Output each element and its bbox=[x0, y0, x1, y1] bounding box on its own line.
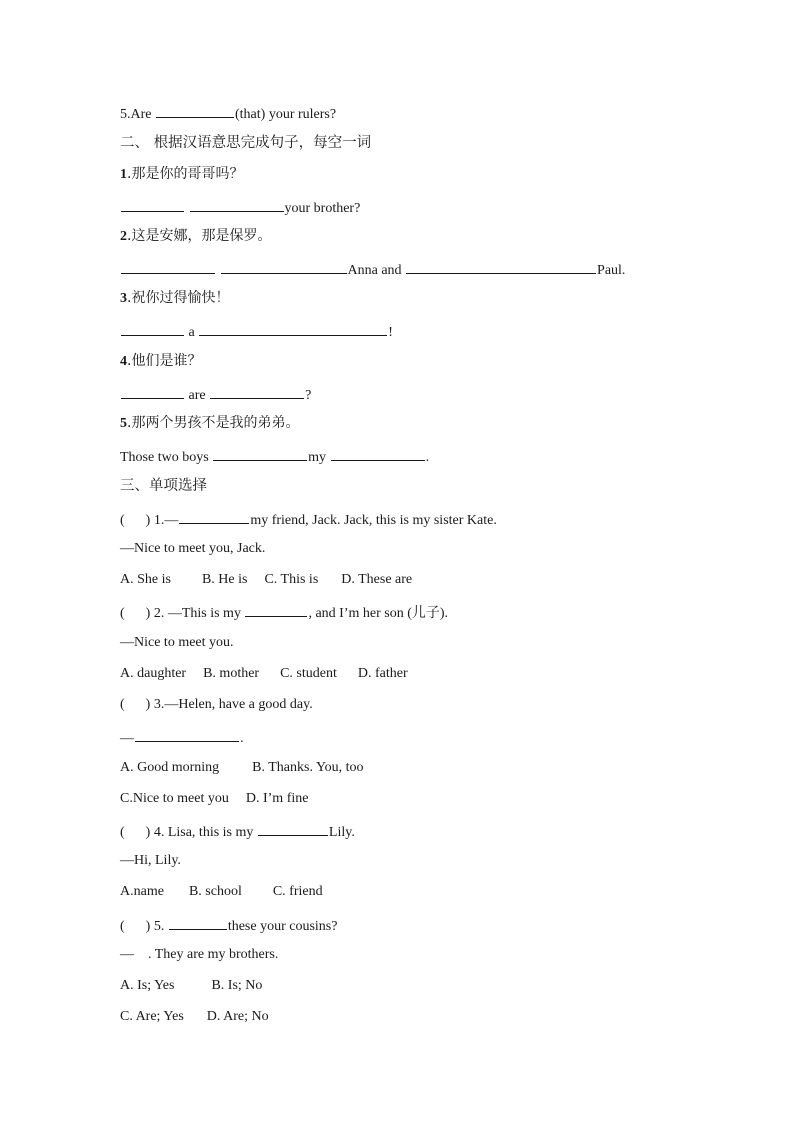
option-d[interactable]: D. These are bbox=[341, 572, 413, 587]
mc-question-1-reply: —Nice to meet you, Jack. bbox=[120, 541, 266, 556]
answer-bracket[interactable]: ( ) bbox=[120, 606, 151, 621]
question-stem: , and I’m her son (儿子). bbox=[308, 606, 449, 621]
question-stem: 5. bbox=[153, 919, 165, 934]
answer-blank[interactable] bbox=[135, 727, 239, 742]
mc-question-1 bbox=[120, 509, 497, 530]
item-english-text: and bbox=[381, 263, 402, 278]
mc-question-3-options-row1 bbox=[120, 759, 364, 777]
option-b[interactable]: B. school bbox=[188, 884, 242, 899]
option-a[interactable]: A. Good morning bbox=[120, 760, 220, 775]
option-c[interactable]: C. student bbox=[280, 666, 337, 681]
option-a[interactable]: A. Is; Yes bbox=[120, 978, 175, 993]
answer-blank[interactable] bbox=[190, 197, 284, 212]
part2-item-1-chinese bbox=[120, 165, 243, 184]
answer-blank[interactable] bbox=[406, 259, 596, 274]
item-english-text: Anna bbox=[347, 263, 378, 278]
mc-question-3 bbox=[120, 696, 313, 714]
part2-item-5-chinese bbox=[120, 414, 299, 433]
option-c[interactable]: C. friend bbox=[272, 884, 323, 899]
option-b[interactable]: B. Thanks. You, too bbox=[252, 760, 364, 775]
mc-question-5 bbox=[120, 915, 337, 936]
part2-item-5-english bbox=[120, 446, 429, 467]
mc-question-4-reply: —Hi, Lily. bbox=[120, 853, 181, 868]
option-d[interactable]: D. I’m fine bbox=[245, 791, 309, 806]
mc-question-3-options-row2 bbox=[120, 790, 308, 808]
part2-item-4-english bbox=[120, 384, 311, 405]
part2-item-4-chinese bbox=[120, 352, 201, 371]
option-c[interactable]: C.Nice to meet you bbox=[120, 791, 229, 806]
answer-blank[interactable] bbox=[179, 509, 249, 524]
answer-blank[interactable] bbox=[156, 103, 234, 118]
mc-question-5-reply: — . They are my brothers. bbox=[120, 947, 279, 962]
option-d[interactable]: D. Are; No bbox=[206, 1009, 269, 1024]
mc-question-4-options bbox=[120, 883, 323, 901]
item-english-text: Those two boys bbox=[120, 450, 209, 465]
item-english-text: ? bbox=[305, 388, 312, 403]
mc-question-5-options-row2 bbox=[120, 1008, 269, 1026]
part2-item-3-chinese bbox=[120, 289, 229, 308]
answer-bracket[interactable]: ( ) bbox=[120, 825, 151, 840]
part2-item-2-chinese bbox=[120, 227, 271, 246]
item-number: 3 bbox=[120, 291, 127, 306]
mc-question-2 bbox=[120, 602, 448, 623]
answer-bracket[interactable]: ( ) bbox=[120, 919, 151, 934]
answer-bracket[interactable]: ( ) bbox=[120, 697, 151, 712]
item-english-text: your brother? bbox=[284, 201, 361, 216]
section-heading-part2: 二、 根据汉语意思完成句子，每空一词 bbox=[120, 135, 372, 151]
answer-blank[interactable] bbox=[121, 384, 184, 399]
part2-item-3-english bbox=[120, 321, 393, 342]
item-chinese-text: .他们是谁？ bbox=[127, 353, 202, 369]
item-english-text: . bbox=[425, 450, 430, 465]
option-a[interactable]: A. She is bbox=[120, 572, 171, 587]
answer-blank[interactable] bbox=[121, 321, 184, 336]
reply-dash: — bbox=[120, 731, 134, 746]
item-english-text: my bbox=[308, 450, 327, 465]
answer-blank[interactable] bbox=[210, 384, 304, 399]
option-b[interactable]: B. He is bbox=[201, 572, 248, 587]
reply-end: . bbox=[240, 731, 244, 746]
mc-question-2-options bbox=[120, 665, 408, 683]
item-chinese-text: .这是安娜，那是保罗。 bbox=[127, 228, 272, 244]
answer-blank[interactable] bbox=[121, 259, 215, 274]
option-b[interactable]: B. Is; No bbox=[211, 978, 263, 993]
option-a[interactable]: A. daughter bbox=[120, 666, 187, 681]
part2-item-2-english bbox=[120, 259, 625, 280]
section-heading-part3: 三、单项选择 bbox=[120, 478, 207, 494]
question-stem: these your cousins? bbox=[227, 919, 338, 934]
q5-suffix: your rulers? bbox=[268, 107, 337, 122]
item-english-text: ! bbox=[388, 325, 393, 340]
option-d[interactable]: D. father bbox=[357, 666, 408, 681]
answer-blank[interactable] bbox=[258, 821, 328, 836]
item-number: 4 bbox=[120, 354, 127, 369]
mc-question-5-options-row1 bbox=[120, 977, 262, 995]
mc-question-4 bbox=[120, 821, 355, 842]
q5-prefix: 5.Are bbox=[120, 107, 152, 122]
answer-blank[interactable] bbox=[221, 259, 347, 274]
question-stem: 3.—Helen, have a good day. bbox=[153, 697, 313, 712]
question-stem: Lily. bbox=[328, 825, 355, 840]
item-chinese-text: .那两个男孩不是我的弟弟。 bbox=[127, 415, 300, 431]
answer-blank[interactable] bbox=[213, 446, 307, 461]
item-chinese-text: .祝你过得愉快！ bbox=[127, 290, 230, 306]
item-number: 5 bbox=[120, 416, 127, 431]
item-english-text: Paul. bbox=[597, 263, 626, 278]
answer-blank[interactable] bbox=[169, 915, 227, 930]
question-stem: my friend, Jack. Jack, this is my sister Kate. bbox=[250, 513, 497, 528]
option-b[interactable]: B. mother bbox=[203, 666, 260, 681]
mc-question-3-reply bbox=[120, 727, 244, 748]
option-c[interactable]: C. Are; Yes bbox=[120, 1009, 184, 1024]
mc-question-2-reply: —Nice to meet you. bbox=[120, 635, 234, 650]
answer-blank[interactable] bbox=[199, 321, 387, 336]
q5-hint: (that) bbox=[235, 107, 266, 122]
part1-question-5 bbox=[120, 103, 336, 124]
question-stem: 4. Lisa, this is my bbox=[153, 825, 254, 840]
option-c[interactable]: C. This is bbox=[264, 572, 319, 587]
answer-blank[interactable] bbox=[245, 602, 307, 617]
item-number: 2 bbox=[120, 229, 127, 244]
item-number: 1 bbox=[120, 167, 127, 182]
answer-blank[interactable] bbox=[121, 197, 184, 212]
answer-bracket[interactable]: ( ) bbox=[120, 513, 151, 528]
question-stem: 2. —This is my bbox=[153, 606, 241, 621]
question-stem: 1.— bbox=[153, 513, 179, 528]
mc-question-1-options bbox=[120, 571, 412, 589]
item-english-text: are bbox=[188, 388, 206, 403]
answer-blank[interactable] bbox=[331, 446, 425, 461]
item-chinese-text: .那是你的哥哥吗？ bbox=[127, 166, 244, 182]
option-a[interactable]: A.name bbox=[120, 884, 164, 899]
item-english-text: a bbox=[188, 325, 195, 340]
part2-item-1-english bbox=[120, 197, 360, 218]
